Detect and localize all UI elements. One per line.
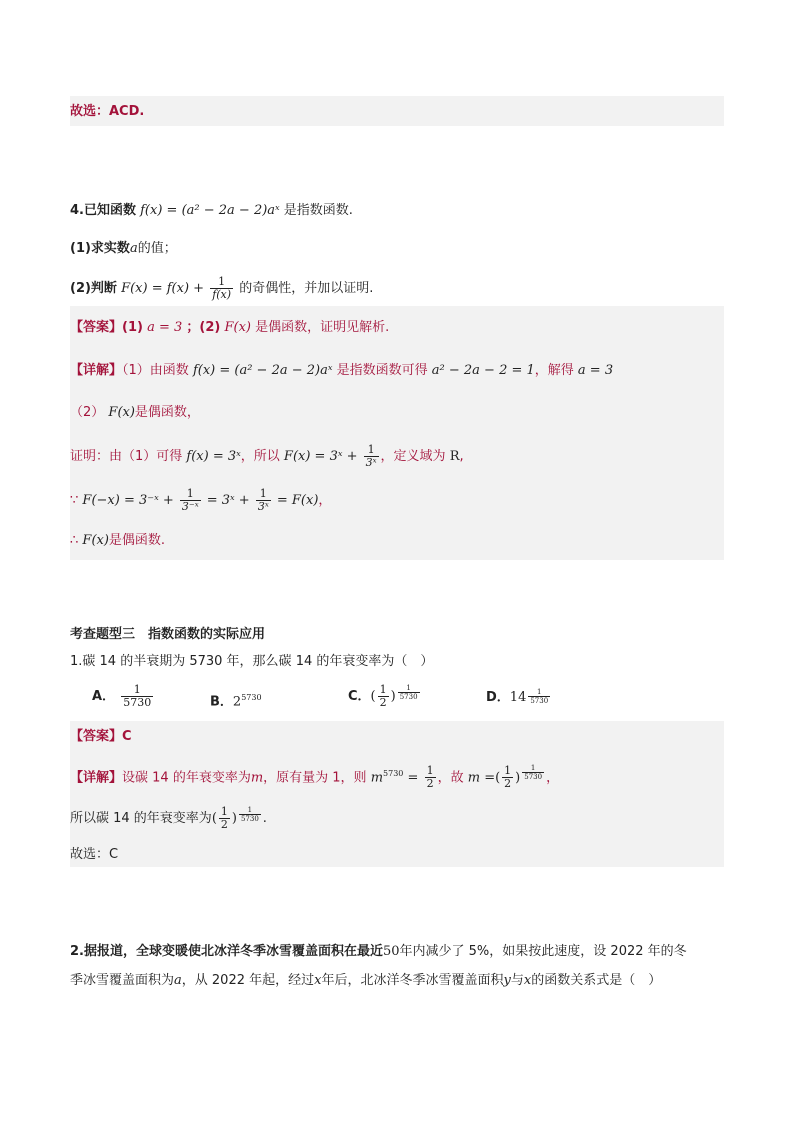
- q4-detail-2: （2） F(x)是偶函数，: [70, 405, 200, 420]
- answer-block-q5: [70, 721, 724, 867]
- q5-answer: 【答案】C: [70, 729, 132, 744]
- q4-part2: (2)判断 F(x) = f(x) + $\frac{1}{f(x)}$ 的奇偶性，并加以证明.: [70, 275, 374, 301]
- q6-line-2: 季冰雪覆盖面积为a，从 2022 年起，经过x年后，北冰洋冬季冰雪覆盖面积y与x的函数关系式是（ ）: [70, 973, 662, 988]
- q4-because: ∵ F(−x) = 3⁻ˣ + $\frac{1}{\text{3⁻ˣ}}$ = 3ˣ + $\frac{1}{\text{3ˣ}}$ = F(x)，: [70, 487, 332, 513]
- q4-stem: 4.已知函数 f(x) = (a² − 2a − 2)aˣ 是指数函数.: [70, 203, 353, 218]
- q3-choice: 故选：ACD.: [70, 104, 145, 119]
- q5-stem: 1.碳 14 的半衰期为 5730 年，那么碳 14 的年衰变率为（ ）: [70, 654, 434, 669]
- q5-detail: 【详解】设碳 14 的年衰变率为m，原有量为 1，则 $m^{5730}$ = $\frac{1}{2}$ ，故 m =( $\frac{1}{2}$ ) $\frac{1}{5730}$ ，: [70, 764, 560, 791]
- q5-choice: 故选：C: [70, 847, 119, 862]
- q4-answer: 【答案】(1) a = 3 ；(2) F(x) 是偶函数，证明见解析.: [70, 320, 390, 335]
- q4-proof: 证明：由（1）可得 f(x) = 3ˣ，所以 F(x) = 3ˣ + $\frac{1}{\text{3ˣ}}$ ，定义域为 R,: [70, 443, 464, 469]
- section-heading: 考查题型三 指数函数的实际应用: [70, 627, 266, 642]
- q5-conclusion: 所以碳 14 的年衰变率为( $\frac{1}{2}$ ) $\frac{1}{5730}$ .: [70, 805, 267, 831]
- q6-line-1: 2.据报道，全球变暖使北冰洋冬季冰雪覆盖面积在最近50年内减少了 5%，如果按此速度，设 2022 年的冬: [70, 944, 687, 959]
- q5-option-b: B．$2^{5730}$: [210, 693, 262, 710]
- answer-block-q3: [70, 96, 724, 126]
- q5-option-d: D．14 $\frac{1}{5730}$: [486, 688, 549, 705]
- q4-part1: (1)求实数a的值；: [70, 241, 177, 256]
- q4-detail-1: 【详解】（1）由函数 f(x) = (a² − 2a − 2)aˣ 是指数函数可得 a² − 2a − 2 = 1，解得 a = 3: [70, 363, 614, 378]
- q4-therefore: ∴ F(x)是偶函数.: [70, 533, 166, 548]
- answer-block-q4: [70, 306, 724, 560]
- q5-option-a: A． $\frac{1}{5730}$: [92, 683, 152, 709]
- q5-options: [92, 684, 562, 718]
- q5-option-c: C．( $\frac{1}{2}$ ) $\frac{1}{5730}$: [348, 683, 418, 709]
